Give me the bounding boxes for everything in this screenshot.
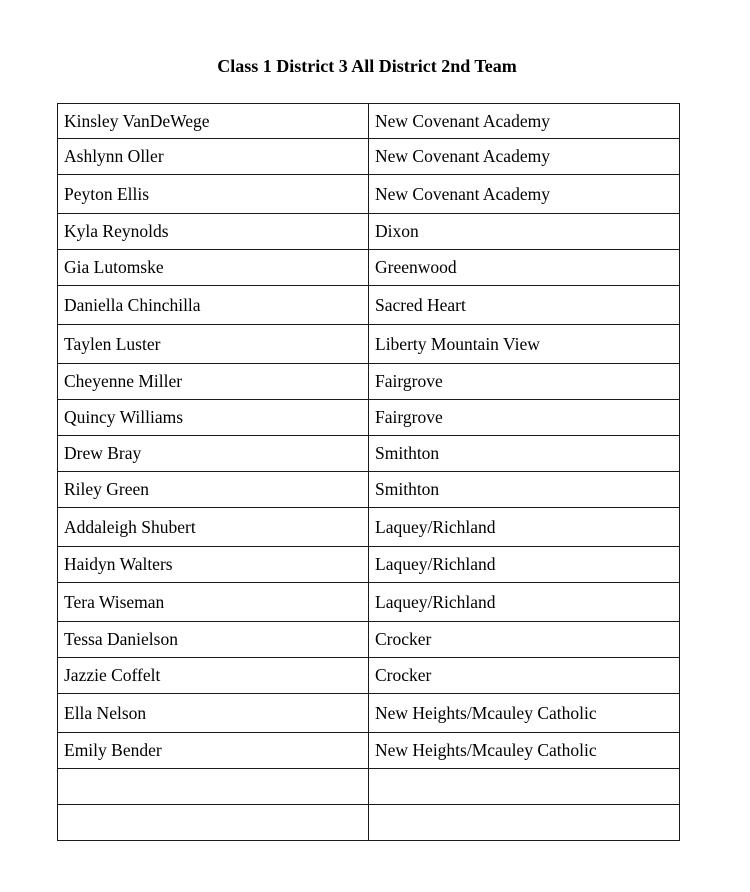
school-cell: Crocker [369, 658, 680, 694]
school-cell: Crocker [369, 622, 680, 658]
player-name-cell: Cheyenne Miller [58, 364, 369, 400]
table-row [58, 400, 680, 436]
player-name-cell [58, 769, 369, 805]
school-cell: Sacred Heart [369, 286, 680, 325]
player-name-cell: Drew Bray [58, 436, 369, 472]
table-row [58, 508, 680, 547]
player-name-cell: Tessa Danielson [58, 622, 369, 658]
table-row [58, 214, 680, 250]
player-name-cell: Riley Green [58, 472, 369, 508]
table-row [58, 104, 680, 139]
player-name-cell [58, 805, 369, 841]
player-name-cell: Ashlynn Oller [58, 139, 369, 175]
table-row [58, 436, 680, 472]
school-cell: Smithton [369, 472, 680, 508]
school-cell: Laquey/Richland [369, 547, 680, 583]
table-row [58, 286, 680, 325]
player-name-cell: Tera Wiseman [58, 583, 369, 622]
table-row [58, 175, 680, 214]
school-cell: Liberty Mountain View [369, 325, 680, 364]
table-row [58, 769, 680, 805]
player-name-cell: Haidyn Walters [58, 547, 369, 583]
page-title: Class 1 District 3 All District 2nd Team [217, 56, 517, 76]
table-row [58, 364, 680, 400]
school-cell: Laquey/Richland [369, 583, 680, 622]
table-row [58, 694, 680, 733]
player-name-cell: Kyla Reynolds [58, 214, 369, 250]
player-name-cell: Peyton Ellis [58, 175, 369, 214]
player-name-cell: Kinsley VanDeWege [58, 104, 369, 139]
player-name-cell: Gia Lutomske [58, 250, 369, 286]
school-cell: New Heights/Mcauley Catholic [369, 694, 680, 733]
table-row [58, 583, 680, 622]
player-name-cell: Taylen Luster [58, 325, 369, 364]
school-cell: New Covenant Academy [369, 139, 680, 175]
player-name-cell: Jazzie Coffelt [58, 658, 369, 694]
school-cell: Fairgrove [369, 364, 680, 400]
player-name-cell: Daniella Chinchilla [58, 286, 369, 325]
school-cell: Fairgrove [369, 400, 680, 436]
school-cell [369, 805, 680, 841]
table-row [58, 250, 680, 286]
school-cell [369, 769, 680, 805]
school-cell: Smithton [369, 436, 680, 472]
team-table [57, 103, 680, 841]
school-cell: New Covenant Academy [369, 104, 680, 139]
table-row [58, 139, 680, 175]
school-cell: Dixon [369, 214, 680, 250]
player-name-cell: Emily Bender [58, 733, 369, 769]
player-name-cell: Ella Nelson [58, 694, 369, 733]
table-row [58, 658, 680, 694]
player-name-cell: Quincy Williams [58, 400, 369, 436]
table-row [58, 622, 680, 658]
table-row [58, 805, 680, 841]
table-row [58, 472, 680, 508]
school-cell: New Covenant Academy [369, 175, 680, 214]
table-row [58, 547, 680, 583]
school-cell: Greenwood [369, 250, 680, 286]
player-name-cell: Addaleigh Shubert [58, 508, 369, 547]
table-row [58, 325, 680, 364]
school-cell: Laquey/Richland [369, 508, 680, 547]
school-cell: New Heights/Mcauley Catholic [369, 733, 680, 769]
table-row [58, 733, 680, 769]
